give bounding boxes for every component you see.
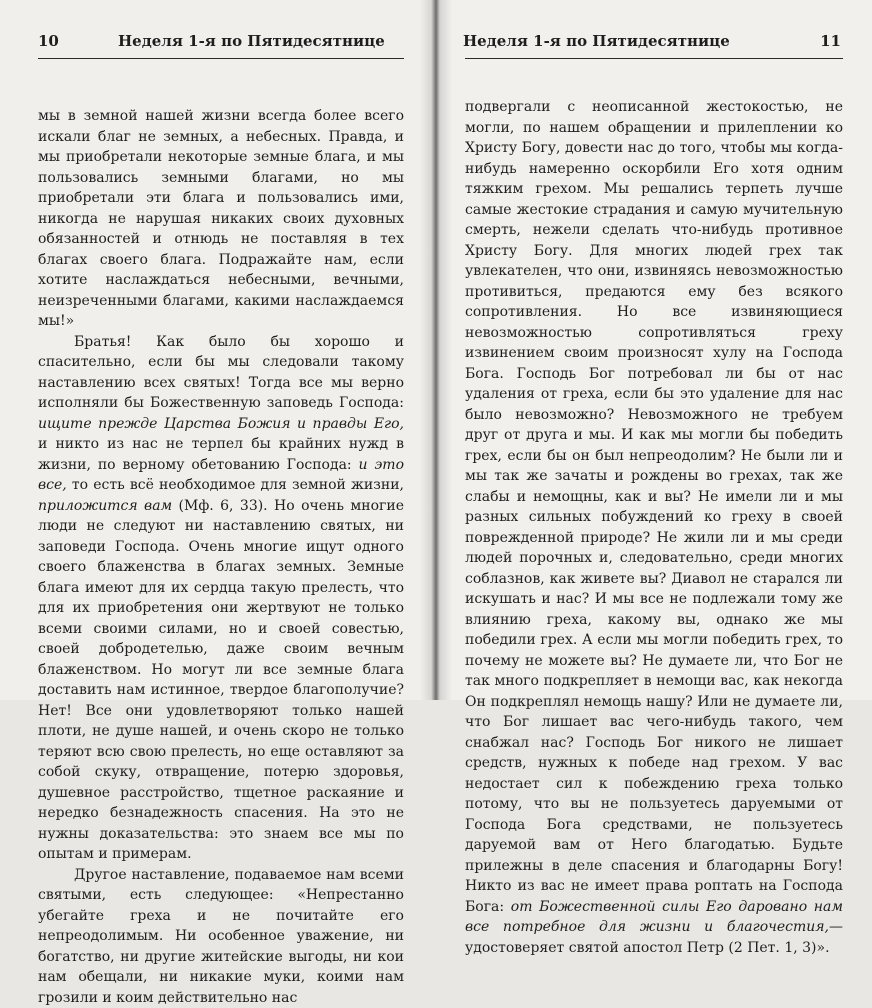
text-run: то есть всё необходимое для земной жизни, [67, 477, 404, 493]
text-run: подвергали с неописанной жестокостью, не могли, по нашем обращении и прилеплении ко Христу Богу, довести нас до того, чтобы мы когда-нибудь намеренно оскорбили Его хотя одним тяжким грехом. Мы решались терпеть лучше самые жестокие страдания и самую мучительную смерть, нежели сделать что-нибудь противное Христу Богу. Для многих людей грех так увлекателен, что они, извиняясь невозможностью противиться, предаются ему без всякого сопротивления. Но все извиняющиеся невозможностью сопротивляться греху извинением своим произносят хулу на Господа Бога. Господь Бог потребовал ли бы от нас удаления от греха, если бы это удаление для нас было невозможно? Невозможного не требуем друг от друга и мы. И как мы могли бы победить грех, если бы он был непреодолим? Не были ли и мы так же зачаты и рождены во грехах, так же слабы и немощны, как и вы? Не имели ли и мы разных сильных побуждений ко греху в своей поврежденной природе? Не жили ли и мы среди людей порочных и, следовательно, среди многих соблазнов, как живете вы? Диавол не старался ли искушать и нас? И мы все не подлежали тому же влиянию греха, какому вы, однако же мы победили грех. А если мы могли победить грех, то почему не можете вы? Не думаете ли, что Бог не так много подкрепляет в немощи вас, как некогда Он подкреплял немощь нашу? Или не думаете ли, что Бог лишает вас чего-нибудь такого, чем снабжал нас? Господь Бог никого не лишает средств, нужных к победе над грехом. У вас недостает сил к побеждению греха только потому, что вы не пользуетесь даруемыми от Господа Бога средствами, не пользуетесь даруемой вам от Него благодатью. Будьте прилежны в деле спасения и благодарны Богу! Никто из вас не имеет права роптать на Господа Бога: [465, 99, 843, 915]
paragraph: Другое наставление, подаваемое нам всеми святыми, есть следующее: «Непрестанно убегайте греха и не почитайте его непреодолимым. Ни особенное уважение, ни богатство, ни другие житейские выгоды, ни кои нам обещали, ни никакие муки, коими нам грозили и коим действительно нас [38, 865, 404, 1008]
header-rule [38, 58, 404, 59]
right-page-header [463, 32, 841, 54]
text-run: — удостоверяет святой апостол Петр (2 Пет. 1, 3)». [465, 919, 843, 956]
right-page-body [465, 97, 843, 958]
scripture-quote: и это все, [38, 457, 404, 494]
running-title: Неделя 1-я по Пятидесятнице [118, 32, 385, 50]
header-rule [465, 58, 843, 59]
left-page [0, 0, 433, 700]
page-number: 11 [820, 32, 841, 50]
left-page-body [38, 106, 404, 1008]
page-number: 10 [38, 32, 59, 50]
scripture-quote: ищите прежде Царства Божия и правды Его, [38, 416, 404, 432]
running-title: Неделя 1-я по Пятидесятнице [463, 32, 730, 50]
paragraph [465, 97, 843, 958]
text-run: и никто из нас не терпел бы крайних нужд в жизни, по верному обетованию Господа: [38, 436, 404, 473]
right-page [433, 0, 872, 700]
left-page-header [38, 32, 403, 54]
scripture-quote: от Божественной силы Его даровано нам все потребное для жизни и благочестия, [465, 899, 843, 936]
paragraph [38, 332, 404, 865]
text-run: (Мф. 6, 33). Но очень многие люди не следуют ни наставлению святых, ни заповеди Господа. Очень многие ищут одного своего блаженства в благах земных. Земные блага имеют для их сердца такую прелесть, что для их приобретения они жертвуют не только всеми своими силами, но и своей совестью, своей добродетелью, даже своим вечным блаженством. Но могут ли все земные блага доставить нам истинное, твердое благополучие? Нет! Все они удовлетворяют только нашей плоти, не душе нашей, и очень скоро не только теряют всю свою прелесть, но еще оставляют за собой скуку, отвращение, потерю здоровья, душевное расстройство, тщетное раскаяние и нередко безнадежность спасения. На это не нужны доказательства: это знаем все мы по опытам и примерам. [38, 498, 404, 863]
text-run: Братья! Как было бы хорошо и спасительно, если бы мы следовали такому наставлению всех святых! Тогда все мы верно исполняли бы Божественную заповедь Господа: [38, 334, 404, 412]
scripture-quote: приложится вам [38, 498, 172, 514]
paragraph: мы в земной нашей жизни всегда более всего искали благ не земных, а небесных. Правда, и мы приобретали некоторые земные блага, и мы пользовались земными благами, но мы приобретали эти блага и пользовались ими, никогда не нарушая никаких своих духовных обязанностей и отнюдь не поставляя в тех благах своего блага. Подражайте нам, если хотите наслаждаться небесными, вечными, неизреченными благами, какими наслаждаемся мы!» [38, 106, 404, 332]
